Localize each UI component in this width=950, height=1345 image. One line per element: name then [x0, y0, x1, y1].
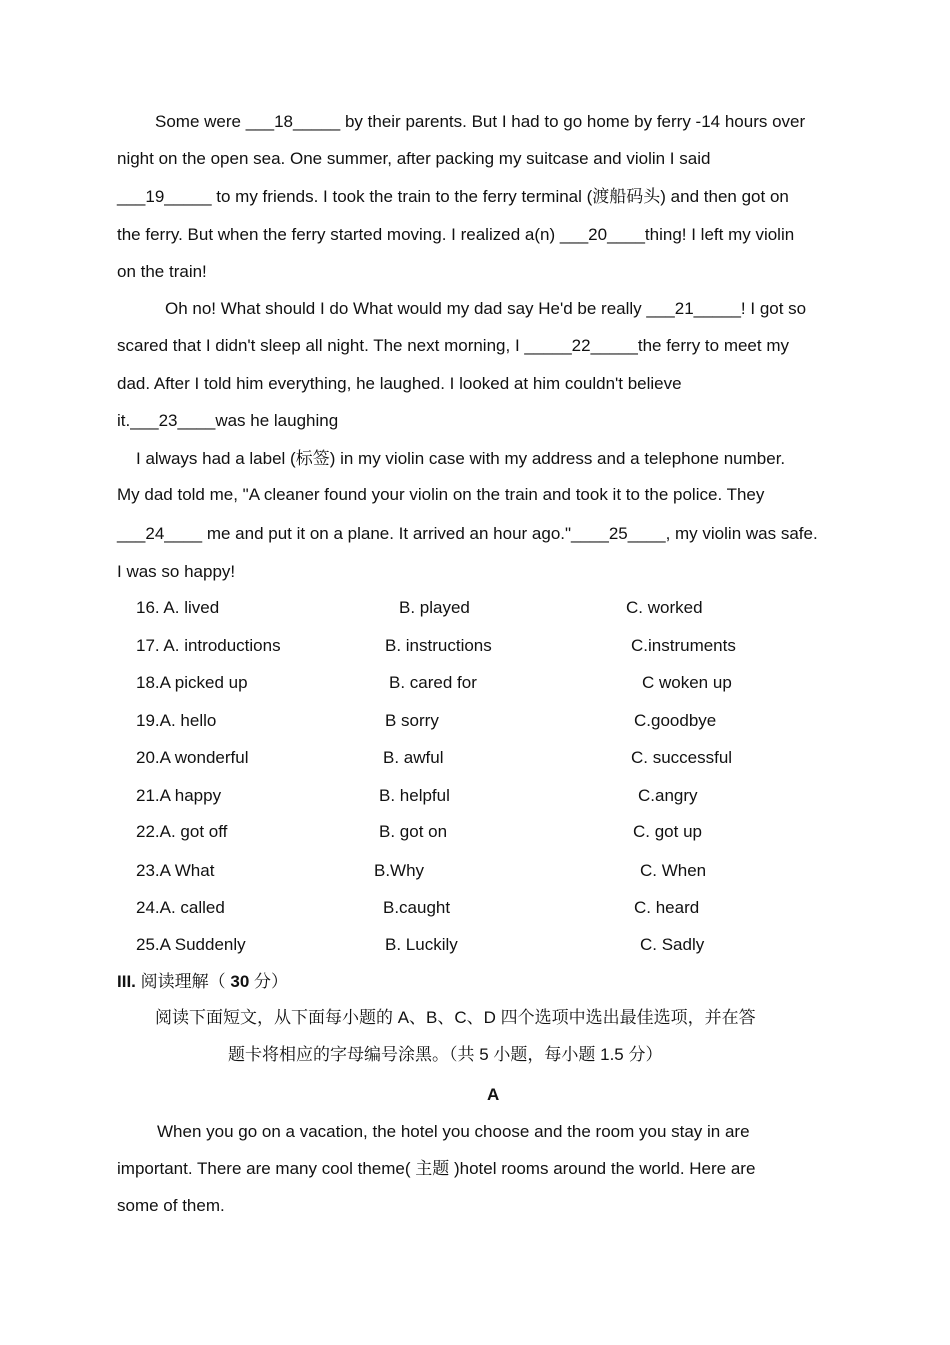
question-option-c: C. got up	[633, 822, 702, 841]
question-option-c: C woken up	[642, 673, 732, 692]
question-option-b: B. played	[399, 598, 470, 617]
passage-line: ___19_____ to my friends. I took the train to the ferry terminal (渡船码头) and then got on	[117, 187, 789, 206]
passage-line: night on the open sea. One summer, after packing my suitcase and violin I said	[117, 149, 711, 168]
question-option-a: 21.A happy	[136, 786, 222, 805]
question-option-b: B. helpful	[379, 786, 450, 805]
section-score: 30	[230, 972, 250, 991]
passage-line: My dad told me, "A cleaner found your violin on the train and took it to the police. They	[117, 485, 765, 504]
question-option-a: 16. A. lived	[136, 598, 220, 617]
part-label: A	[487, 1085, 500, 1104]
passage-line: the ferry. But when the ferry started moving. I realized a(n) ___20____thing! I left my violin	[117, 225, 795, 244]
question-option-b: B sorry	[385, 711, 439, 730]
section-title-end: 分）	[254, 972, 289, 991]
question-option-a: 22.A. got off	[136, 822, 228, 841]
passage-line: on the train!	[117, 262, 207, 281]
section-title: 阅读理解（	[140, 972, 226, 991]
passage-line: scared that I didn't sleep all night. The next morning, I _____22_____the ferry to meet my	[117, 336, 789, 355]
question-option-a: 25.A Suddenly	[136, 935, 246, 954]
reading-text-line: When you go on a vacation, the hotel you choose and the room you stay in are	[157, 1122, 750, 1141]
passage-line: ___24____ me and put it on a plane. It arrived an hour ago."____25____, my violin was safe.	[117, 524, 818, 543]
section-number: III.	[117, 972, 136, 991]
question-option-a: 20.A wonderful	[136, 748, 249, 767]
question-option-c: C.instruments	[631, 636, 736, 655]
question-option-a: 24.A. called	[136, 898, 225, 917]
question-option-b: B. instructions	[385, 636, 492, 655]
passage-line: I always had a label (标签) in my violin case with my address and a telephone number.	[136, 449, 786, 468]
passage-line: Some were ___18_____ by their parents. But I had to go home by ferry -14 hours over	[155, 112, 806, 131]
question-option-a: 17. A. introductions	[136, 636, 281, 655]
section-heading	[117, 972, 288, 992]
question-option-a: 23.A What	[136, 861, 215, 880]
question-option-c: C. successful	[631, 748, 733, 767]
reading-text-line: important. There are many cool theme( 主题 )hotel rooms around the world. Here are	[117, 1159, 756, 1178]
section-instructions: 题卡将相应的字母编号涂黑。（共 5 小题，每小题 1.5 分）	[228, 1045, 663, 1064]
passage-line: it.___23____was he laughing	[117, 411, 339, 430]
question-option-b: B.Why	[374, 861, 425, 880]
question-option-a: 18.A picked up	[136, 673, 248, 692]
question-option-b: B. Luckily	[385, 935, 458, 954]
question-option-b: B. cared for	[389, 673, 477, 692]
question-option-b: B. got on	[379, 822, 448, 841]
passage-line: I was so happy!	[117, 562, 236, 581]
question-option-b: B.caught	[383, 898, 451, 917]
question-option-c: C.goodbye	[634, 711, 717, 730]
question-option-c: C. When	[640, 861, 707, 880]
reading-text-line: some of them.	[117, 1196, 225, 1215]
question-option-a: 19.A. hello	[136, 711, 217, 730]
passage-line: dad. After I told him everything, he laughed. I looked at him couldn't believe	[117, 374, 682, 393]
question-option-c: C. heard	[634, 898, 700, 917]
question-option-c: C.angry	[638, 786, 698, 805]
question-option-b: B. awful	[383, 748, 444, 767]
question-option-c: C. Sadly	[640, 935, 705, 954]
passage-line: Oh no! What should I do What would my dad say He'd be really ___21_____! I got so	[165, 299, 807, 318]
section-instructions: 阅读下面短文，从下面每小题的 A、B、C、D 四个选项中选出最佳选项，并在答	[155, 1008, 756, 1027]
question-option-c: C. worked	[626, 598, 703, 617]
